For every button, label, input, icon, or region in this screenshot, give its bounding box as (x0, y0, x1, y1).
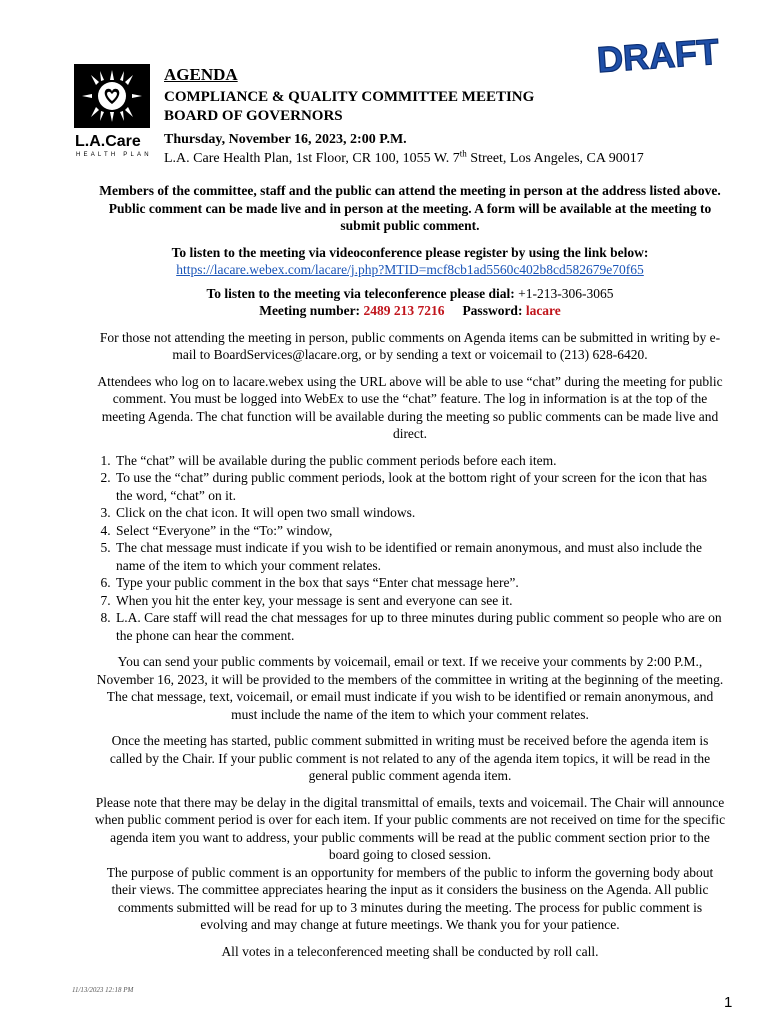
send-comments-notice: You can send your public comments by voicemail, email or text. If we receive your comments by 2:00 P.M., November 16, 2023, it will be provided to the members of the committee in writing at the beginning of the meeting. The chat message, text, voicemail, or email must indicate if you wish to be identified or remain anonymous, and must include the name of the item to which your comment relates. (96, 654, 724, 722)
list-item: 2. To use the “chat” during public comment periods, look at the bottom right of your screen for the icon that has the word, “chat” on it. (114, 469, 726, 504)
la-care-logo (74, 64, 150, 158)
logo-brand-text: L.A.Care (75, 133, 141, 150)
logo-tagline-text: HEALTH PLAN (76, 152, 152, 158)
list-item: 6. Type your public comment in the box that says “Enter chat message here”. (114, 574, 726, 592)
meeting-started-notice: Once the meeting has started, public comment submitted in writing must be received before the agenda item is called by the Chair. If your public comment is not related to any of the agenda item topics, it will be read in the general public comment agenda item. (109, 733, 711, 783)
purpose-notice: The purpose of public comment is an opportunity for members of the public to inform the governing body about their views. The committee appreciates hearing the input as it considers the business on the Agenda. All public comments submitted will be read for up to 3 minutes during the meeting. The process for public comment is evolving and may change at future meetings. We thank you for your patience. (106, 864, 714, 932)
meeting-date: Thursday, November 16, 2023, 2:00 P.M. (164, 132, 407, 147)
delay-notice: Please note that there may be delay in the digital transmittal of emails, texts and voicemail. The Chair will announce when public comment period is over for each item. If your public comments are not received on time for the specific agenda item you want to address, your public comments will be read at the public comment section prior to the board going to closed session. (94, 794, 726, 862)
meeting-number: 2489 213 7216 (363, 303, 445, 318)
list-item: 8. L.A. Care staff will read the chat messages for up to three minutes during public comment so people who are on the phone can hear the comment. (114, 609, 726, 644)
phone-number: +1-213-306-3065 (518, 285, 614, 301)
committee-title: COMPLIANCE & QUALITY COMMITTEE MEETING (164, 89, 535, 105)
print-timestamp: 11/13/2023 12:18 PM (72, 986, 134, 994)
list-item: 3. Click on the chat icon. It will open two small windows. (114, 504, 726, 522)
roll-call-notice: All votes in a teleconferenced meeting shall be conducted by roll call. (221, 943, 599, 959)
list-item: 1. The “chat” will be available during the public comment periods before each item. (114, 452, 726, 470)
chat-notice: Attendees who log on to lacare.webex using the URL above will be able to use “chat” during the meeting for public comment. You must be logged into WebEx to use the “chat” feature. The log in information is at the top of the meeting Agenda. The chat function will be available during the meeting so public comments can be made live and direct. (97, 373, 723, 441)
webex-link[interactable]: https://lacare.webex.com/lacare/j.php?MTID=mcf8cb1ad5560c402b8cd582679e70f65 (176, 262, 644, 277)
draft-stamp-text: DRAFT (595, 30, 721, 81)
list-item: 7. When you hit the enter key, your message is sent and everyone can see it. (114, 592, 726, 610)
list-item: 4. Select “Everyone” in the “To:” window, (114, 522, 726, 540)
meeting-location: L.A. Care Health Plan, 1st Floor, CR 100, 1055 W. 7th Street, Los Angeles, CA 90017 (164, 148, 644, 166)
agenda-title: AGENDA (164, 65, 238, 84)
email-notice: For those not attending the meeting in person, public comments on Agenda items can be submitted in writing by e-mail to BoardServices@lacare.org, or by sending a text or voicemail to (213) 628-6420. (99, 329, 721, 362)
videoconference-intro: To listen to the meeting via videoconference please register by using the link below: (171, 244, 649, 260)
agenda-header (164, 64, 724, 168)
chat-steps-list (94, 452, 726, 645)
meeting-password: lacare (525, 303, 561, 318)
agenda-body (94, 182, 726, 969)
page-number: 1 (724, 994, 733, 1011)
teleconference-line: To listen to the meeting via teleconference please dial: +1-213-306-3065 (206, 285, 614, 301)
members-notice: Members of the committee, staff and the public can attend the meeting in person at the address listed above. Public comment can be made live and in person at the meeting. A form will be available at the meeting to submit public comment. (99, 183, 721, 233)
board-title: BOARD OF GOVERNORS (164, 108, 343, 124)
list-item: 5. The chat message must indicate if you wish to be identified or remain anonymous, and must also include the name of the item to which your comment relates. (114, 539, 726, 574)
meeting-credentials: Meeting number: 2489 213 7216 Password: lacare (259, 303, 561, 318)
